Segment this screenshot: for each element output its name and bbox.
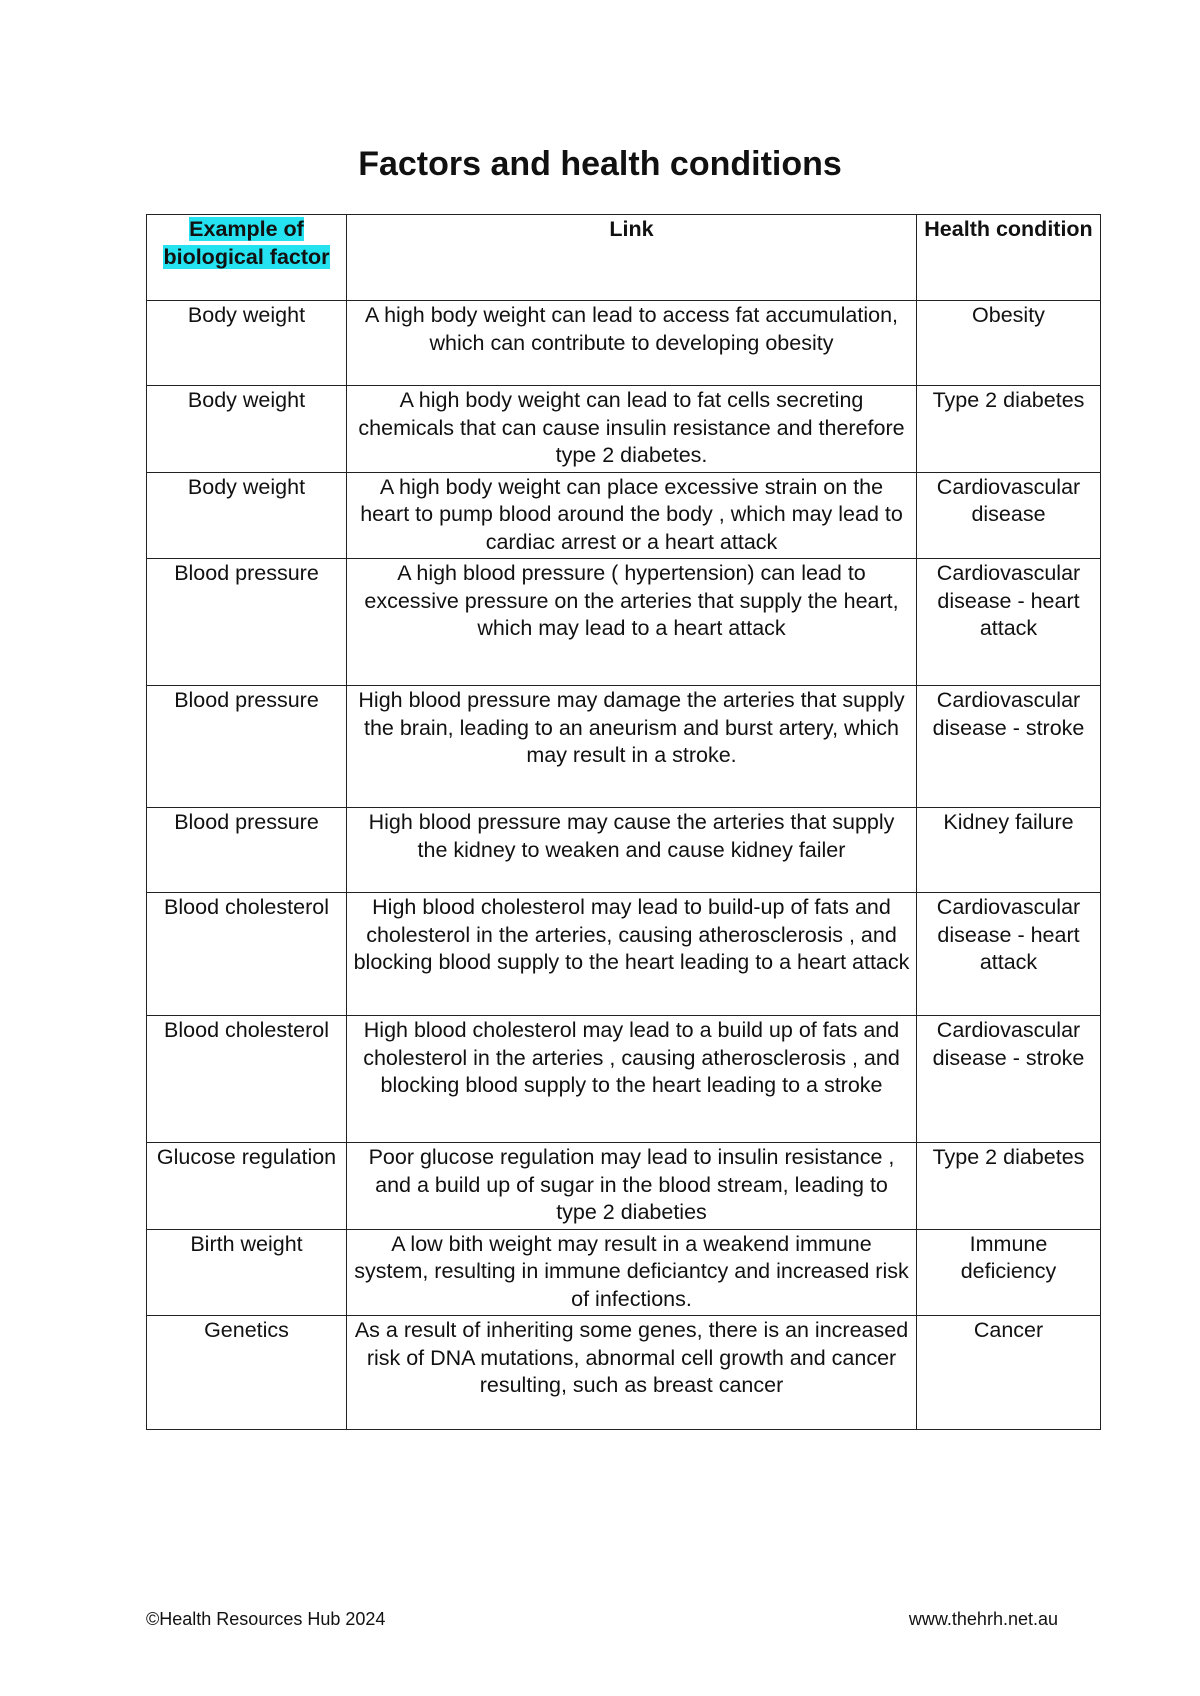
link-cell: A high body weight can lead to fat cells secreting chemicals that can cause insulin resistance and therefore type 2 diabetes. — [347, 386, 917, 473]
header-condition: Health condition — [917, 215, 1101, 301]
table-row — [147, 559, 1101, 686]
page-title: Factors and health conditions — [358, 145, 842, 183]
table-row — [147, 893, 1101, 1016]
factor-cell: Birth weight — [147, 1229, 347, 1316]
link-cell: Poor glucose regulation may lead to insulin resistance , and a build up of sugar in the blood stream, leading to type 2 diabeties — [347, 1143, 917, 1230]
factor-cell: Body weight — [147, 472, 347, 559]
table-row — [147, 386, 1101, 473]
highlighted-header-text: Example of biological factor — [163, 217, 330, 269]
condition-cell: Type 2 diabetes — [917, 386, 1101, 473]
table-row — [147, 686, 1101, 808]
factor-cell: Blood cholesterol — [147, 893, 347, 1016]
table-row — [147, 1316, 1101, 1430]
footer-website: www.thehrh.net.au — [908, 1609, 1058, 1629]
link-cell: As a result of inheriting some genes, there is an increased risk of DNA mutations, abnormal cell growth and cancer resulting, such as breast cancer — [347, 1316, 917, 1430]
condition-cell: Cardiovascular disease - heart attack — [917, 559, 1101, 686]
link-cell: A low bith weight may result in a weakend immune system, resulting in immune deficiantcy and increased risk of infections. — [347, 1229, 917, 1316]
condition-cell: Cancer — [917, 1316, 1101, 1430]
link-cell: A high body weight can lead to access fat accumulation, which can contribute to developing obesity — [347, 301, 917, 386]
table-row — [147, 1016, 1101, 1143]
link-cell: A high body weight can place excessive strain on the heart to pump blood around the body , which may lead to cardiac arrest or a heart attack — [347, 472, 917, 559]
factor-cell: Blood pressure — [147, 808, 347, 893]
factor-cell: Genetics — [147, 1316, 347, 1430]
link-cell: High blood cholesterol may lead to a build up of fats and cholesterol in the arteries , causing atherosclerosis , and blocking blood supply to the heart leading to a stroke — [347, 1016, 917, 1143]
header-link: Link — [347, 215, 917, 301]
link-cell: High blood pressure may cause the arteries that supply the kidney to weaken and cause kidney failer — [347, 808, 917, 893]
condition-cell: Cardiovascular disease - stroke — [917, 686, 1101, 808]
condition-cell: Obesity — [917, 301, 1101, 386]
condition-cell: Cardiovascular disease - heart attack — [917, 893, 1101, 1016]
condition-cell: Cardiovascular disease - stroke — [917, 1016, 1101, 1143]
link-cell: High blood pressure may damage the arteries that supply the brain, leading to an aneurism and burst artery, which may result in a stroke. — [347, 686, 917, 808]
footer-copyright: ©Health Resources Hub 2024 — [146, 1609, 386, 1629]
table-row — [147, 1143, 1101, 1230]
factor-cell: Blood pressure — [147, 559, 347, 686]
link-cell: High blood cholesterol may lead to build-up of fats and cholesterol in the arteries, causing atherosclerosis , and blocking blood supply to the heart leading to a heart attack — [347, 893, 917, 1016]
table-row — [147, 472, 1101, 559]
factor-cell: Body weight — [147, 386, 347, 473]
table-header-row — [147, 215, 1101, 301]
factor-cell: Body weight — [147, 301, 347, 386]
link-cell: A high blood pressure ( hypertension) can lead to excessive pressure on the arteries that supply the heart, which may lead to a heart attack — [347, 559, 917, 686]
table-body — [147, 301, 1101, 1430]
table-row — [147, 808, 1101, 893]
factor-cell: Blood cholesterol — [147, 1016, 347, 1143]
factors-table — [146, 214, 1101, 1430]
condition-cell: Immune deficiency — [917, 1229, 1101, 1316]
condition-cell: Cardiovascular disease — [917, 472, 1101, 559]
condition-cell: Kidney failure — [917, 808, 1101, 893]
factor-cell: Glucose regulation — [147, 1143, 347, 1230]
table-row — [147, 301, 1101, 386]
header-factor — [147, 215, 347, 301]
condition-cell: Type 2 diabetes — [917, 1143, 1101, 1230]
factor-cell: Blood pressure — [147, 686, 347, 808]
table-row — [147, 1229, 1101, 1316]
